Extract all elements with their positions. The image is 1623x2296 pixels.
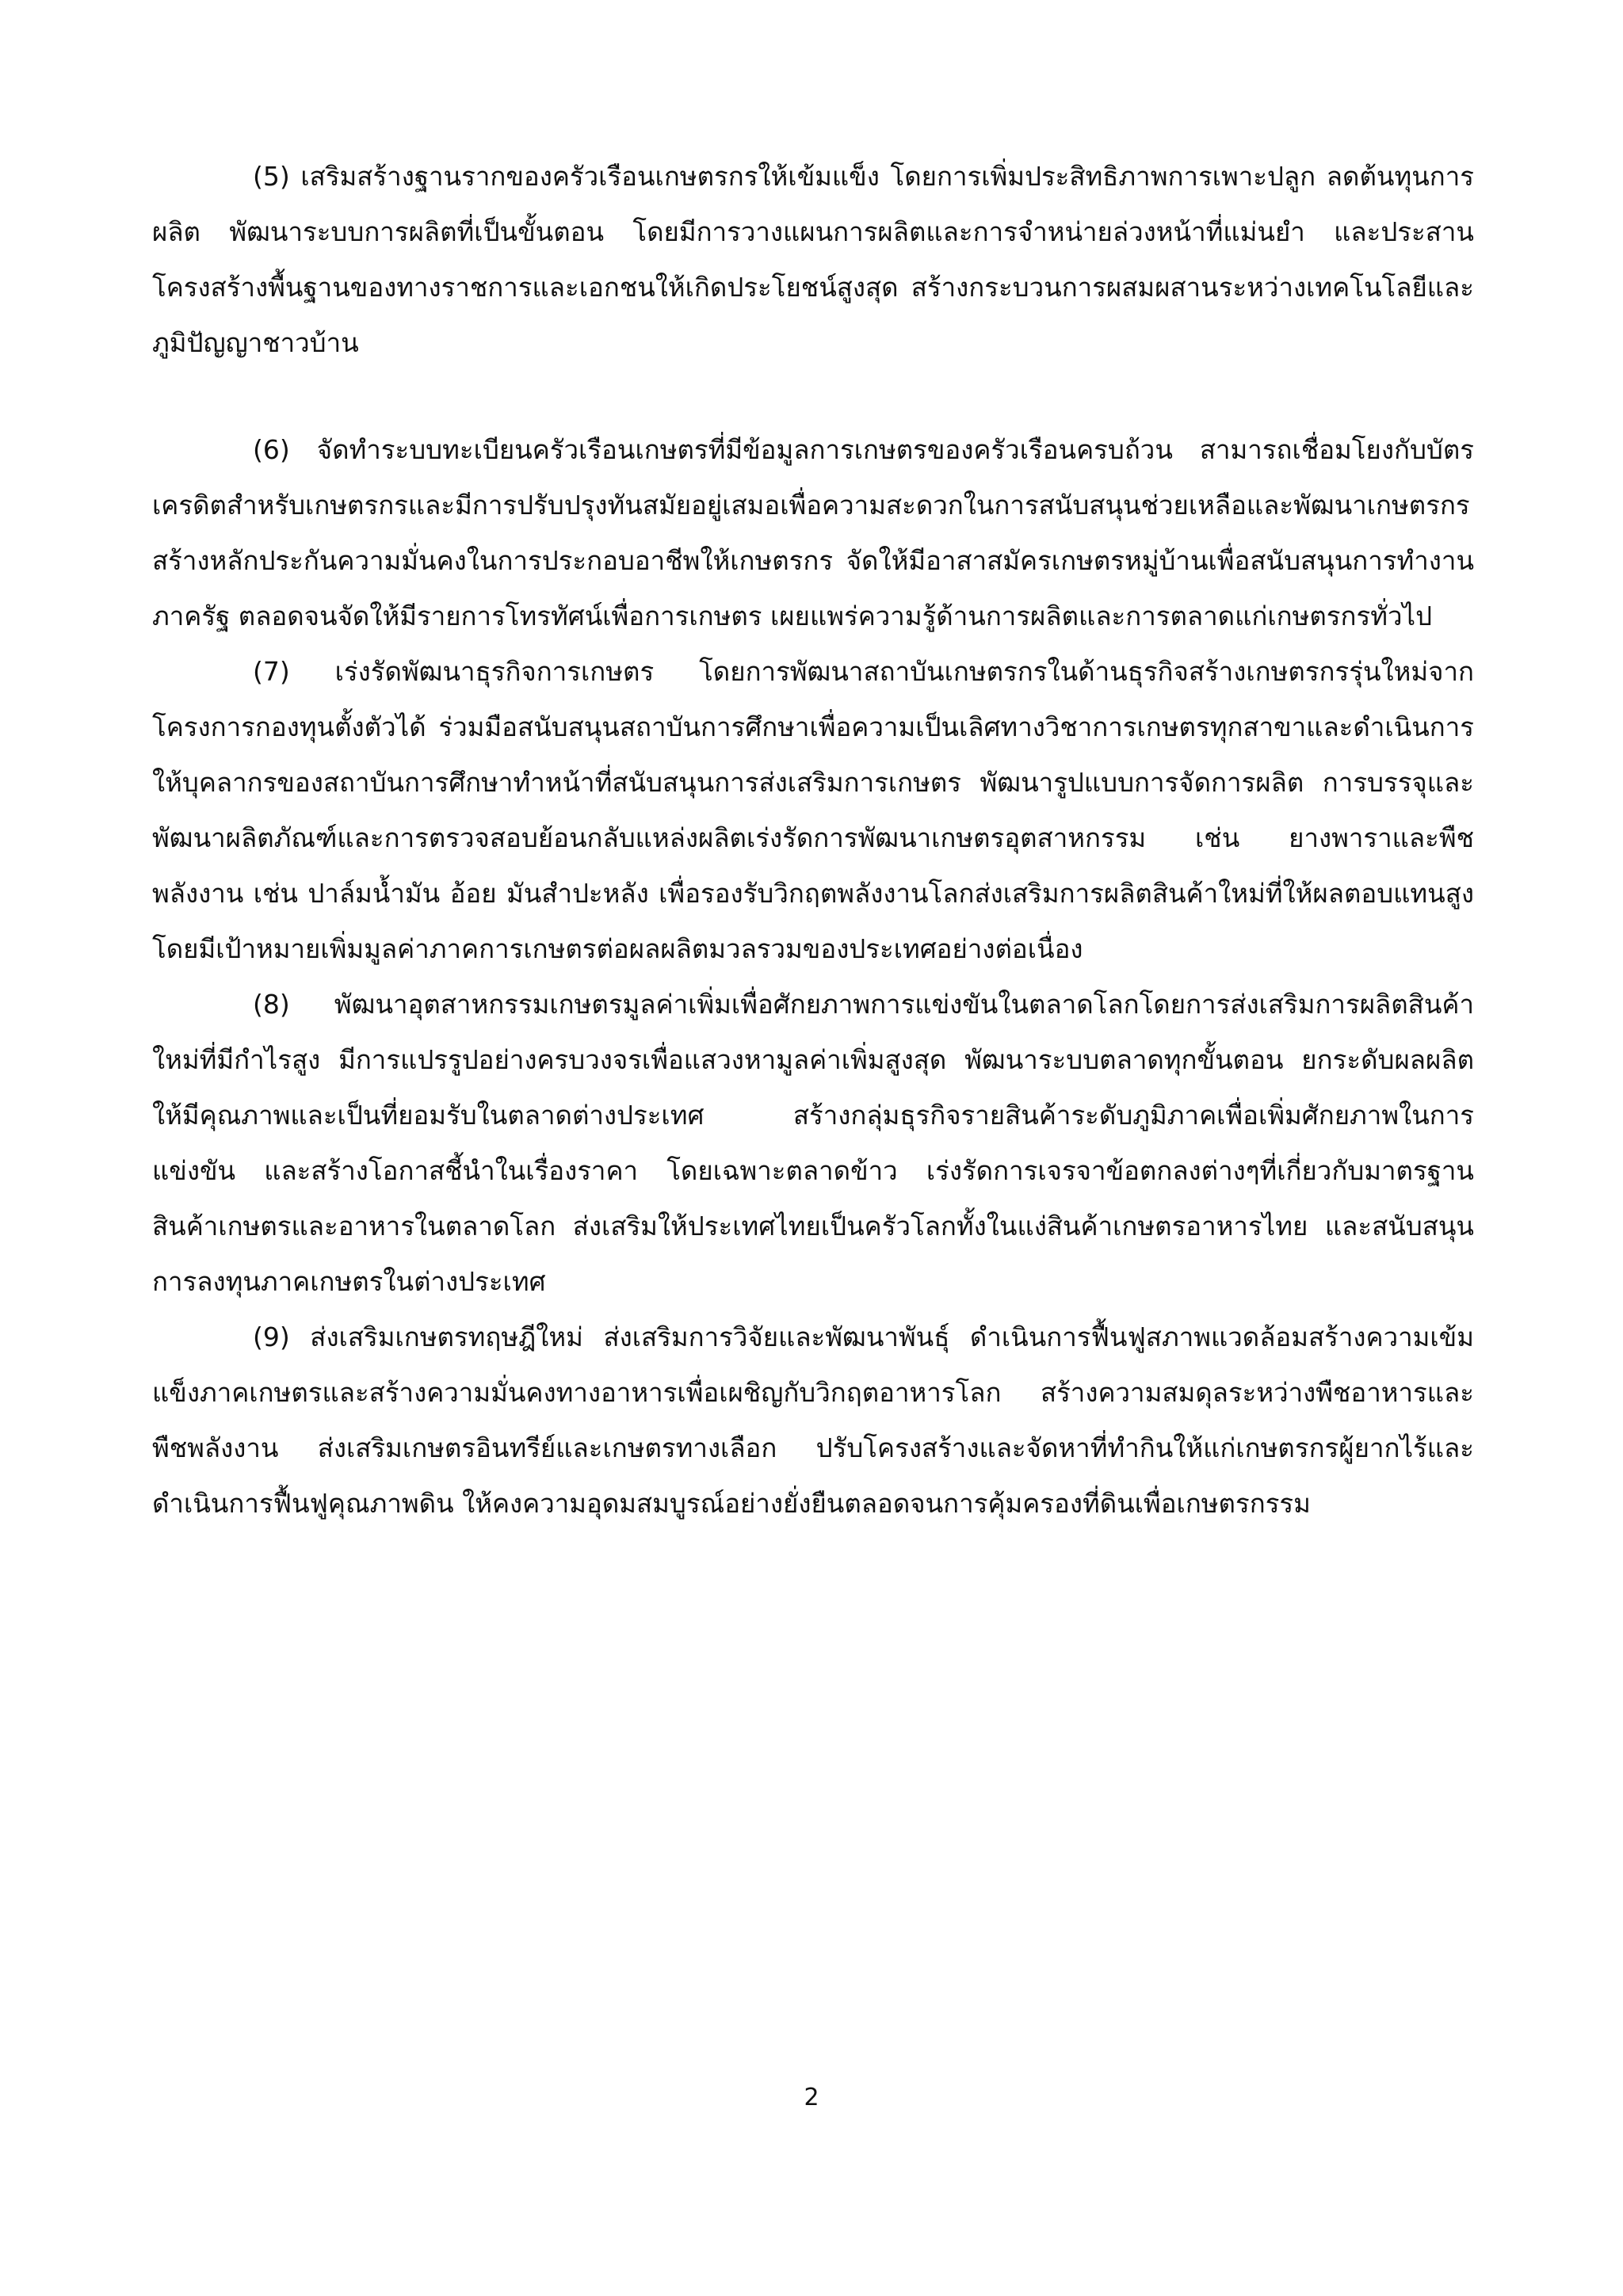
paragraph-5: (5) เสริมสร้างฐานรากของครัวเรือนเกษตรกรให้เข้มแข็ง โดยการเพิ่มประสิทธิภาพการเพาะปลูก ลดต้นทุนการผลิต พัฒนาระบบการผลิตที่เป็นขั้นตอน โดยมีการวางแผนการผลิตและการจำหน่ายล่วงหน้าที่แม่นยำ และประสานโครงสร้างพื้นฐานของทางราชการและเอกชนให้เกิดประโยชน์สูงสุด สร้างกระบวนการผสมผสานระหว่างเทคโนโลยีและภูมิปัญญาชาวบ้าน bbox=[152, 161, 1474, 358]
document-body bbox=[152, 149, 1474, 1531]
page-number: 2 bbox=[804, 2084, 819, 2111]
paragraph-8: (8) พัฒนาอุตสาหกรรมเกษตรมูลค่าเพิ่มเพื่อศักยภาพการแข่งขันในตลาดโลกโดยการส่งเสริมการผลิตสินค้าใหม่ที่มีกำไรสูง มีการแปรรูปอย่างครบวงจรเพื่อแสวงหามูลค่าเพิ่มสูงสุด พัฒนาระบบตลาดทุกขั้นตอน ยกระดับผลผลิตให้มีคุณภาพและเป็นที่ยอมรับในตลาดต่างประเทศ สร้างกลุ่มธุรกิจรายสินค้าระดับภูมิภาคเพื่อเพิ่มศักยภาพในการแข่งขัน และสร้างโอกาสชี้นำในเรื่องราคา โดยเฉพาะตลาดข้าว เร่งรัดการเจรจาข้อตกลงต่างๆที่เกี่ยวกับมาตรฐานสินค้าเกษตรและอาหารในตลาดโลก ส่งเสริมให้ประเทศไทยเป็นครัวโลกทั้งในแง่สินค้าเกษตรอาหารไทย และสนับสนุนการลงทุนภาคเกษตรในต่างประเทศ bbox=[152, 989, 1474, 1297]
paragraph-9: (9) ส่งเสริมเกษตรทฤษฎีใหม่ ส่งเสริมการวิจัยและพัฒนาพันธุ์ ดำเนินการฟื้นฟูสภาพแวดล้อมสร้างความเข้มแข็งภาคเกษตรและสร้างความมั่นคงทางอาหารเพื่อเผชิญกับวิกฤตอาหารโลก สร้างความสมดุลระหว่างพืชอาหารและพืชพลังงาน ส่งเสริมเกษตรอินทรีย์และเกษตรทางเลือก ปรับโครงสร้างและจัดหาที่ทำกินให้แก่เกษตรกรผู้ยากไร้และดำเนินการฟื้นฟูคุณภาพดิน ให้คงความอุดมสมบูรณ์อย่างยั่งยืนตลอดจนการคุ้มครองที่ดินเพื่อเกษตรกรรม bbox=[152, 1322, 1474, 1519]
paragraph-7: (7) เร่งรัดพัฒนาธุรกิจการเกษตร โดยการพัฒนาสถาบันเกษตรกรในด้านธุรกิจสร้างเกษตรกรรุ่นใหม่จากโครงการกองทุนตั้งตัวได้ ร่วมมือสนับสนุนสถาบันการศึกษาเพื่อความเป็นเลิศทางวิชาการเกษตรทุกสาขาและดำเนินการให้บุคลากรของสถาบันการศึกษาทำหน้าที่สนับสนุนการส่งเสริมการเกษตร พัฒนารูปแบบการจัดการผลิต การบรรจุและพัฒนาผลิตภัณฑ์และการตรวจสอบย้อนกลับแหล่งผลิตเร่งรัดการพัฒนาเกษตรอุตสาหกรรม เช่น ยางพาราและพืชพลังงาน เช่น ปาล์มน้ำมัน อ้อย มันสำปะหลัง เพื่อรองรับวิกฤตพลังงานโลกส่งเสริมการผลิตสินค้าใหม่ที่ให้ผลตอบแทนสูง โดยมีเป้าหมายเพิ่มมูลค่าภาคการเกษตรต่อผลผลิตมวลรวมของประเทศอย่างต่อเนื่อง bbox=[152, 656, 1474, 964]
paragraph-6: (6) จัดทำระบบทะเบียนครัวเรือนเกษตรที่มีข้อมูลการเกษตรของครัวเรือนครบถ้วน สามารถเชื่อมโยงกับบัตรเครดิตสำหรับเกษตรกรและมีการปรับปรุงทันสมัยอยู่เสมอเพื่อความสะดวกในการสนับสนุนช่วยเหลือและพัฒนาเกษตรกร สร้างหลักประกันความมั่นคงในการประกอบอาชีพให้เกษตรกร จัดให้มีอาสาสมัครเกษตรหมู่บ้านเพื่อสนับสนุนการทำงานภาครัฐ ตลอดจนจัดให้มีรายการโทรทัศน์เพื่อการเกษตร เผยแพร่ความรู้ด้านการผลิตและการตลาดแก่เกษตรกรทั่วไป bbox=[152, 434, 1474, 631]
